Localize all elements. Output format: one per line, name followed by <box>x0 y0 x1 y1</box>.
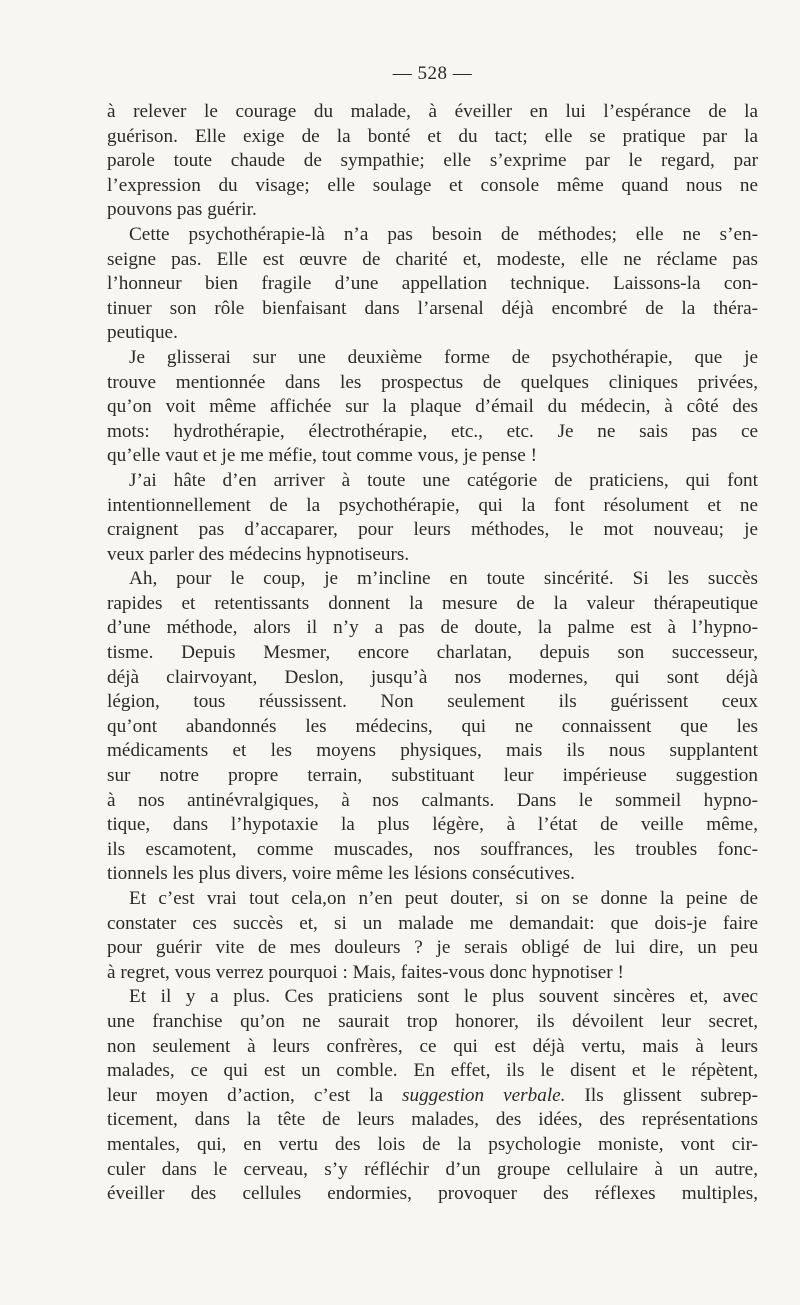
book-page <box>107 62 758 1207</box>
text-line: l’honneur bien fragile d’une appellation technique. Laissons-la con- <box>107 273 758 295</box>
text-line: trouve mentionnée dans les prospectus de quelques cliniques privées, <box>107 371 758 393</box>
text-line: d’une méthode, alors il n’y a pas de doute, la palme est à l’hypno- <box>107 617 758 639</box>
text-line: légion, tous réussissent. Non seulement ils guérissent ceux <box>107 691 758 713</box>
text-line: médicaments et les moyens physiques, mais ils nous supplantent <box>107 740 758 762</box>
text-line: J’ai hâte d’en arriver à toute une catégorie de praticiens, qui font <box>129 469 758 491</box>
text-line: à relever le courage du malade, à éveiller en lui l’espérance de la <box>107 101 758 122</box>
text-fragment: leur moyen d’action, c’est la <box>107 1084 403 1106</box>
paragraph-5 <box>107 567 758 887</box>
text-line: peutique. <box>107 322 178 344</box>
page-number: — 528 — <box>392 63 473 84</box>
paragraph-2 <box>107 223 758 346</box>
text-line: qu’elle vaut et je me méfie, tout comme vous, je pense ! <box>107 445 537 467</box>
text-line: sur notre propre terrain, substituant leur impérieuse suggestion <box>107 765 758 787</box>
text-line: pouvons pas guérir. <box>107 199 257 221</box>
paragraph-1 <box>107 100 758 223</box>
text-line: pour guérir vite de mes douleurs ? je serais obligé de lui dire, un peu <box>107 937 758 959</box>
text-line: ticement, dans la tête de leurs malades, des idées, des représentations <box>107 1109 758 1131</box>
text-line: qu’on voit même affichée sur la plaque d’émail du médecin, à côté des <box>107 396 758 418</box>
text-line: tinuer son rôle bienfaisant dans l’arsenal déjà encombré de la théra- <box>107 297 758 319</box>
text-line-with-italic <box>107 1084 758 1109</box>
paragraph-3 <box>107 346 758 469</box>
text-line: tique, dans l’hypotaxie la plus légère, à l’état de veille même, <box>107 814 758 836</box>
text-line: une franchise qu’on ne saurait trop honorer, ils dévoilent leur secret, <box>107 1010 758 1032</box>
text-line: tionnels les plus divers, voire même les lésions consécutives. <box>107 863 575 885</box>
text-line: rapides et retentissants donnent la mesure de la valeur thérapeutique <box>107 592 758 614</box>
text-line: ils escamotent, comme muscades, nos souffrances, les troubles fonc- <box>107 838 758 860</box>
text-line: mentales, qui, en vertu des lois de la psychologie moniste, vont cir- <box>107 1133 758 1155</box>
text-line: guérison. Elle exige de la bonté et du tact; elle se pratique par la <box>107 125 758 147</box>
text-line: tisme. Depuis Mesmer, encore charlatan, depuis son successeur, <box>107 642 758 664</box>
text-line: Ah, pour le coup, je m’incline en toute sincérité. Si les succès <box>129 568 758 590</box>
text-line: veux parler des médecins hypnotiseurs. <box>107 543 410 565</box>
italic-phrase: suggestion verbale. <box>402 1084 566 1106</box>
text-line: à regret, vous verrez pourquoi : Mais, faites-vous donc hypnotiser ! <box>107 961 624 983</box>
text-line: non seulement à leurs confrères, ce qui est déjà vertu, mais à leurs <box>107 1035 758 1057</box>
text-line: malades, ce qui est un comble. En effet, ils le disent et le répètent, <box>107 1060 758 1082</box>
text-line: Cette psychothérapie-là n’a pas besoin de méthodes; elle ne s’en- <box>129 223 758 245</box>
paragraph-6 <box>107 887 758 985</box>
text-line: à nos antinévralgiques, à nos calmants. Dans le sommeil hypno- <box>107 789 758 811</box>
text-line: Je glisserai sur une deuxième forme de psychothérapie, que je <box>129 346 758 368</box>
text-line: l’expression du visage; elle soulage et console même quand nous ne <box>107 174 758 196</box>
paragraph-4 <box>107 469 758 567</box>
text-line: éveiller des cellules endormies, provoquer des réflexes multiples, <box>107 1183 758 1205</box>
text-line: Et c’est vrai tout cela,on n’en peut douter, si on se donne la peine de <box>129 888 758 909</box>
text-line: seigne pas. Elle est œuvre de charité et, modeste, elle ne réclame pas <box>107 248 758 270</box>
text-line: culer dans le cerveau, s’y réfléchir d’un groupe cellulaire à un autre, <box>107 1158 758 1180</box>
text-line: intentionnellement de la psychothérapie, qui la font résolument et ne <box>107 494 758 516</box>
text-fragment: Ils glissent subrep- <box>584 1084 758 1106</box>
text-line: mots: hydrothérapie, électrothérapie, etc., etc. Je ne sais pas ce <box>107 420 758 442</box>
text-line: parole toute chaude de sympathie; elle s’exprime par le regard, par <box>107 150 758 172</box>
text-line: déjà clairvoyant, Deslon, jusqu’à nos modernes, qui sont déjà <box>107 666 758 688</box>
text-line: constater ces succès et, si un malade me demandait: que dois-je faire <box>107 912 758 934</box>
paragraph-7 <box>107 985 758 1206</box>
text-line: qu’ont abandonnés les médecins, qui ne connaissent que les <box>107 715 758 737</box>
text-line: craignent pas d’accaparer, pour leurs méthodes, le mot nouveau; je <box>107 519 758 541</box>
text-line: Et il y a plus. Ces praticiens sont le plus souvent sincères et, avec <box>129 986 758 1008</box>
